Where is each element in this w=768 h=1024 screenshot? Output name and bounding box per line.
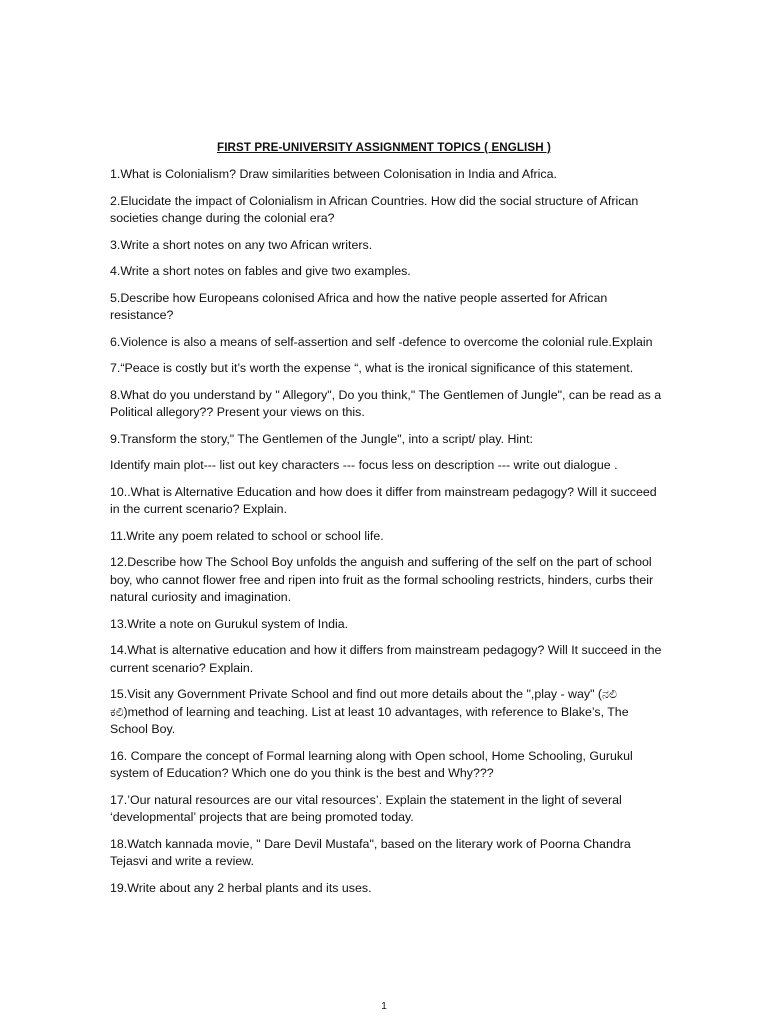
topic-item-5: 5.Describe how Europeans colonised Africa and how the native people asserted for African resistance? [110,290,608,322]
page-number: 1 [381,1001,387,1012]
document-title: FIRST PRE-UNIVERSITY ASSIGNMENT TOPICS ( ENGLISH ) [217,141,551,154]
topic-item-10: 10..What is Alternative Education and how does it differ from mainstream pedagogy? Will it succeed in the current scenario? Explain. [110,484,657,516]
topic-item-8: 8.What do you understand by " Allegory", Do you think," The Gentlemen of Jungle", can be read as a Political allegory?? Present your views on this. [110,387,662,419]
assignment-topic-list [110,166,665,906]
topic-item-18: 18.Watch kannada movie, " Dare Devil Mustafa", based on the literary work of Poorna Chandra Tejasvi and write a review. [110,836,631,868]
topic-item-17: 17.’Our natural resources are our vital resources’. Explain the statement in the light of several ‘developmental’ projects that are being promoted today. [110,792,622,824]
topic-item-14: 14.What is alternative education and how it differs from mainstream pedagogy? Will It succeed in the current scenario? Explain. [110,643,662,675]
topic-item-16: 16. Compare the concept of Formal learning along with Open school, Home Schooling, Gurukul system of Education? Which one do you think is the best and Why??? [110,748,633,780]
topic-item-1: 1.What is Colonialism? Draw similarities between Colonisation in India and Africa. [110,167,557,181]
topic-item-4: 4.Write a short notes on fables and give two examples. [110,264,411,278]
topic-item-6: 6.Violence is also a means of self-assertion and self -defence to overcome the colonial rule.Explain [110,334,653,349]
topic-item-7: 7.“Peace is costly but it’s worth the expense “, what is the ironical significance of this statement. [110,361,634,375]
topic-item-15: 15.Visit any Government Private School and find out more details about the ",play - way" (ನಲಿ ಕಲಿ)method of learning and teaching. List at least 10 advantages, with reference to Blake’s, The School Boy. [110,687,629,736]
topic-item-13: 13.Write a note on Gurukul system of India. [110,616,349,631]
topic-item-2: 2.Elucidate the impact of Colonialism in African Countries. How did the social structure of African societies change during the colonial era? [110,193,639,225]
topic-item-9-hint: Identify main plot--- list out key characters --- focus less on description --- write out dialogue . [110,458,618,472]
topic-item-12: 12.Describe how The School Boy unfolds the anguish and suffering of the self on the part of school boy, who cannot flower free and ripen into fruit as the formal schooling restricts, hinders, curbs their natural curiosity and imagination. [110,555,654,604]
topic-item-19: 19.Write about any 2 herbal plants and its uses. [110,880,372,895]
topic-item-11: 11.Write any poem related to school or school life. [110,528,384,543]
topic-item-3: 3.Write a short notes on any two African writers. [110,237,373,252]
topic-item-9: 9.Transform the story," The Gentlemen of the Jungle", into a script/ play. Hint: [110,431,533,446]
